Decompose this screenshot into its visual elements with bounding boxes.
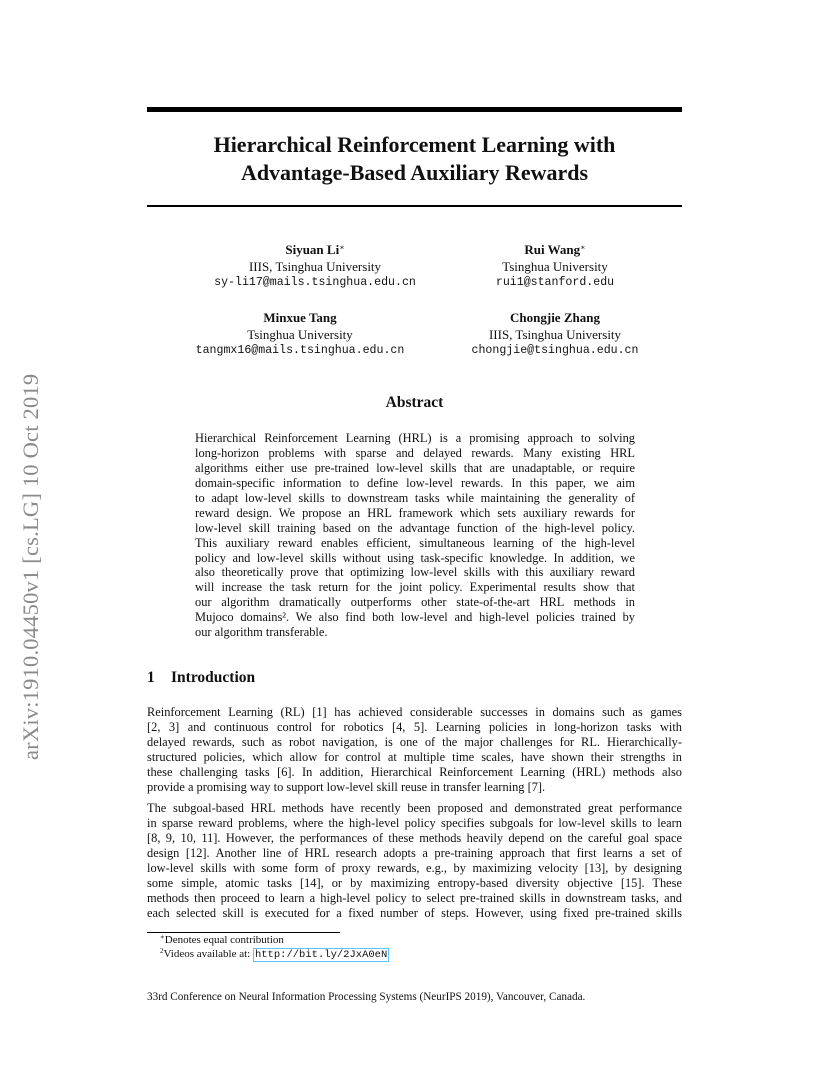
abstract-line: also theoretically prove that optimizing low-level skills with this auxiliary reward	[195, 565, 635, 580]
author-block	[440, 310, 670, 360]
author-affiliation: Tsinghua University	[502, 258, 608, 274]
abstract-line: will increase the task return for the joint policy. Experimental results show that	[195, 580, 635, 595]
footnote-mark: 2	[160, 947, 164, 955]
intro-paragraph-1	[147, 705, 682, 795]
author-affiliation: IIIS, Tsinghua University	[488, 326, 622, 342]
abstract-body	[195, 431, 635, 640]
footnote-text: Denotes equal contribution	[164, 934, 284, 946]
paragraph-line: structured policies, which allow for control at multiple time scales, have shown their strengths in	[147, 750, 682, 765]
title-bottom-rule	[147, 205, 682, 207]
paragraph-line: methods then proceed to learn a high-level policy to select pre-trained skills in downstream tasks, and	[147, 891, 682, 906]
equal-contribution-mark: ∗	[339, 243, 345, 252]
paragraph-line: delayed rewards, such as robot navigation, is one of the major challenges for RL. Hierarchically-	[147, 735, 682, 750]
section-number: 1	[147, 669, 155, 686]
abstract-line: low-level skill training based on the advantage function of the high-level policy.	[195, 520, 635, 535]
paragraph-line: low-level skills with some form of proxy rewards, e.g., by maximizing velocity [13], by designing	[147, 861, 682, 876]
footnote-text: Videos available at:	[163, 948, 253, 960]
footnote-equal-contribution	[160, 934, 284, 946]
abstract-line: domain-specific information to define low-level rewards. In this paper, we aim	[195, 475, 635, 490]
author-block	[200, 242, 430, 292]
abstract-line: to adapt low-level skills to downstream tasks while maintaining the generality of	[195, 490, 635, 505]
author-name: Minxue Tang	[263, 310, 337, 325]
author-name: Rui Wang∗	[524, 242, 586, 257]
author-block	[185, 310, 415, 360]
title-line-2: Advantage-Based Auxiliary Rewards	[240, 160, 589, 185]
abstract-line: Hierarchical Reinforcement Learning (HRL) is a promising approach to solving	[195, 431, 635, 445]
title-top-rule	[147, 107, 682, 112]
abstract-line: long-horizon problems with sparse and delayed rewards. Many existing HRL	[195, 445, 635, 460]
paragraph-line: The subgoal-based HRL methods have recently been proposed and demonstrated great performance	[147, 801, 682, 815]
conference-footer: 33rd Conference on Neural Information Processing Systems (NeurIPS 2019), Vancouver, Canada.	[147, 991, 586, 1003]
abstract-heading: Abstract	[385, 394, 444, 411]
abstract-line: our algorithm transferable.	[195, 625, 328, 640]
author-affiliation: IIIS, Tsinghua University	[248, 258, 382, 274]
paragraph-line: some simple, atomic tasks [14], or by maximizing entropy-based diversity objective [15]. These	[147, 876, 682, 891]
section-title: Introduction	[171, 669, 256, 686]
section-heading-introduction	[147, 669, 255, 687]
paragraph-line: in sparse reward problems, where the high-level policy specifies subgoals for low-level skills to learn	[147, 816, 682, 831]
abstract-line: This auxiliary reward enables efficient, simultaneous learning of the high-level	[195, 535, 635, 550]
footnote-videos	[160, 948, 389, 961]
author-email[interactable]: chongjie@tsinghua.edu.cn	[471, 344, 639, 357]
author-email[interactable]: sy-li17@mails.tsinghua.edu.cn	[214, 276, 416, 289]
paragraph-line: provide a promising way to support low-level skill reuse in transfer learning [7].	[147, 780, 546, 795]
arxiv-identifier-stamp: arXiv:1910.04450v1 [cs.LG] 10 Oct 2019	[18, 373, 43, 760]
abstract-line: Mujoco domains². We also find both low-level and high-level policies trained by	[195, 610, 635, 625]
paragraph-line: Reinforcement Learning (RL) [1] has achieved considerable successes in domains such as games	[147, 705, 682, 719]
abstract-line: our algorithm dramatically outperforms other state-of-the-art HRL methods in	[195, 595, 635, 610]
title-line-1: Hierarchical Reinforcement Learning with	[213, 132, 616, 157]
paragraph-line: [8, 9, 10, 11]. However, the performances of these methods heavily depend on the careful goal space	[147, 831, 682, 846]
footnote-mark: ∗	[160, 933, 165, 941]
author-name: Siyuan Li∗	[285, 242, 345, 257]
author-email[interactable]: rui1@stanford.edu	[495, 276, 615, 289]
paragraph-line: each selected skill is executed for a fixed number of steps. However, using fixed pre-trained skills	[147, 906, 682, 921]
footnote-rule	[147, 932, 340, 933]
intro-paragraph-2	[147, 801, 682, 921]
abstract-line: reward design. We propose an HRL framework which sets auxiliary rewards for	[195, 505, 635, 520]
paper-title	[147, 131, 682, 187]
author-name: Chongjie Zhang	[510, 310, 600, 325]
paragraph-line: these challenging tasks [6]. In addition, Hierarchical Reinforcement Learning (HRL) methods also	[147, 765, 682, 780]
author-email[interactable]: tangmx16@mails.tsinghua.edu.cn	[195, 344, 405, 357]
author-block	[440, 242, 670, 292]
equal-contribution-mark: ∗	[580, 243, 586, 252]
abstract-line: algorithms either use pre-trained low-level skills that are unadaptable, or require	[195, 460, 635, 475]
paragraph-line: [2, 3] and continuous control for robotics [4, 5]. Learning policies in long-horizon tasks with	[147, 720, 682, 735]
author-affiliation: Tsinghua University	[247, 326, 353, 342]
video-link[interactable]: http://bit.ly/2JxA0eN	[254, 949, 388, 961]
paragraph-line: design [12]. Another line of HRL research adopts a pre-training approach that first learns a set of	[147, 846, 682, 861]
abstract-line: policy and low-level skills without using task-specific knowledge. In addition, we	[195, 550, 635, 565]
